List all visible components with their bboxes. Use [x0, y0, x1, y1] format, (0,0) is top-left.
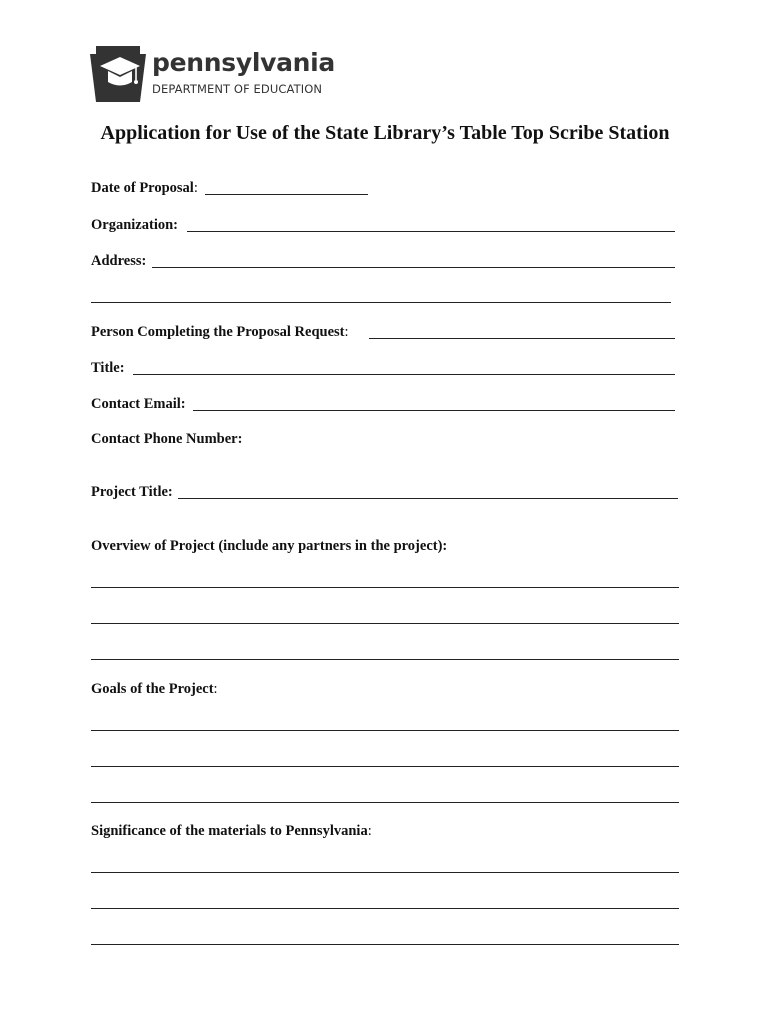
significance-label: Significance of the materials to Pennsylvania: [91, 823, 372, 839]
date-of-proposal-label: Date of Proposal: [91, 180, 198, 196]
goals-line-1[interactable] [91, 730, 679, 731]
overview-line-1[interactable] [91, 587, 679, 588]
date-of-proposal-line[interactable] [205, 194, 368, 195]
contact-phone-label: Contact Phone Number: [91, 431, 243, 447]
address-line-2[interactable] [91, 302, 671, 303]
title-line[interactable] [133, 374, 675, 375]
goals-label: Goals of the Project: [91, 681, 218, 697]
person-completing-line[interactable] [369, 338, 675, 339]
contact-email-label: Contact Email: [91, 396, 186, 412]
department-name: DEPARTMENT OF EDUCATION [152, 82, 323, 96]
overview-line-2[interactable] [91, 623, 679, 624]
project-title-line[interactable] [178, 498, 678, 499]
keystone-graduation-cap-icon [90, 44, 146, 104]
overview-line-3[interactable] [91, 659, 679, 660]
goals-line-2[interactable] [91, 766, 679, 767]
significance-line-1[interactable] [91, 872, 679, 873]
organization-line[interactable] [187, 231, 675, 232]
organization-label: Organization: [91, 217, 178, 233]
project-title-label: Project Title: [91, 484, 173, 500]
address-line[interactable] [152, 267, 675, 268]
contact-email-line[interactable] [193, 410, 675, 411]
goals-line-3[interactable] [91, 802, 679, 803]
form-title: Application for Use of the State Library’s Table Top Scribe Station [100, 122, 670, 144]
person-completing-label: Person Completing the Proposal Request: [91, 324, 349, 340]
brand-name: pennsylvania [152, 48, 335, 77]
significance-line-3[interactable] [91, 944, 679, 945]
significance-line-2[interactable] [91, 908, 679, 909]
overview-label: Overview of Project (include any partners in the project): [91, 538, 448, 554]
pde-logo [90, 44, 335, 104]
title-label: Title: [91, 360, 125, 376]
address-label: Address: [91, 253, 147, 269]
